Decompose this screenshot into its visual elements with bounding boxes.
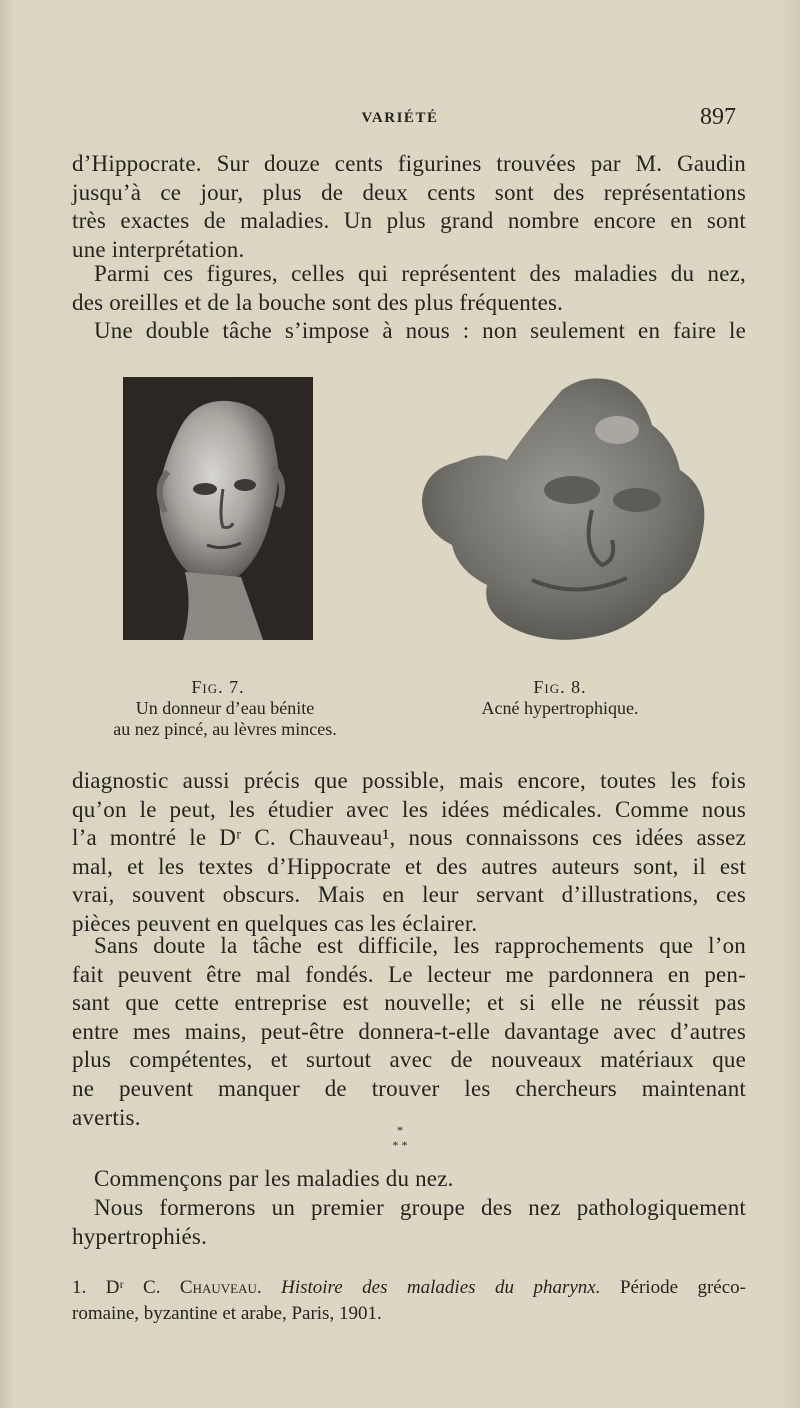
- footnote-author: Dʳ C. Chauveau.: [105, 1277, 262, 1298]
- caption-line: au nez pincé, au lèvres minces.: [113, 719, 337, 739]
- text-line: sant que cette entreprise est nouvelle; et si elle ne réussit pas: [72, 990, 746, 1016]
- section-separator-bottom: * *: [392, 1138, 408, 1152]
- text-line: ne peuvent manquer de trouver les chercheurs maintenant: [72, 1075, 746, 1101]
- figure-7-caption: [123, 677, 313, 698]
- paragraph-6: [72, 1165, 746, 1194]
- caption-line: Un donneur d’eau bénite: [135, 698, 315, 718]
- figure-7-label: Fig. 7.: [191, 677, 245, 697]
- text-line: mal, et les textes d’Hippocrate et des autres auteurs sont, il est: [72, 853, 746, 879]
- footnote-line-2: romaine, byzantine et arabe, Paris, 1901.: [72, 1303, 382, 1324]
- section-separator-top: *: [397, 1123, 403, 1137]
- page-number: 897: [700, 104, 736, 130]
- text-line: plus compétentes, et surtout avec de nouveaux matériaux que: [72, 1047, 746, 1073]
- text-line: vrai, souvent obscurs. Mais en leur servant d’illustrations, ces: [72, 882, 746, 908]
- paragraph-1: [72, 150, 746, 264]
- text-line: Parmi ces figures, celles qui représentent des maladies du nez,: [94, 261, 746, 286]
- footnote: [72, 1275, 746, 1327]
- paragraph-3: [72, 317, 746, 346]
- figure-7-photo: [123, 377, 313, 640]
- paragraph-2: [72, 260, 746, 317]
- figure-8-caption: [410, 677, 710, 719]
- text-line: Sans doute la tâche est difficile, les rapprochements que l’on: [94, 933, 746, 958]
- text-line: l’a montré le Dʳ C. Chauveau¹, nous connaissons ces idées assez: [72, 825, 746, 851]
- text-line: d’Hippocrate. Sur douze cents figurines trouvées par M. Gaudin: [72, 151, 746, 176]
- text-line: avertis.: [72, 1104, 141, 1130]
- text-line: jusqu’à ce jour, plus de deux cents sont des représentations: [72, 179, 746, 205]
- text-line: des oreilles et de la bouche sont des plus fréquentes.: [72, 289, 564, 315]
- text-line: fait peuvent être mal fondés. Le lecteur me pardonnera en pen-: [72, 961, 746, 987]
- text-line: entre mes mains, peut-être donnera-t-elle davantage avec d’autres: [72, 1018, 746, 1044]
- text-line: pièces peuvent en quelques cas les éclairer.: [72, 910, 478, 936]
- caption-line: Acné hypertrophique.: [481, 698, 639, 718]
- figure-8-label: Fig. 8.: [533, 677, 587, 697]
- footnote-title: Histoire des maladies du pharynx.: [281, 1277, 601, 1298]
- text-line: Une double tâche s’impose à nous : non seulement en faire le: [94, 318, 746, 343]
- footnote-line-1: [72, 1275, 746, 1301]
- text-line: Nous formerons un premier groupe des nez pathologiquement: [94, 1195, 746, 1220]
- footnote-rest: Période gréco-: [619, 1277, 746, 1298]
- text-line: Commençons par les maladies du nez.: [94, 1166, 454, 1191]
- text-line: hypertrophiés.: [72, 1223, 208, 1249]
- text-line: diagnostic aussi précis que possible, mais encore, toutes les fois: [72, 768, 746, 793]
- paragraph-7: [72, 1194, 746, 1251]
- paragraph-5: [72, 932, 746, 1132]
- text-line: qu’on le peut, les étudier avec les idées médicales. Comme nous: [72, 796, 746, 822]
- text-line: une interprétation.: [72, 236, 245, 262]
- footnote-number: 1.: [72, 1277, 87, 1298]
- paragraph-4: [72, 767, 746, 939]
- text-line: très exactes de maladies. Un plus grand nombre encore en sont: [72, 208, 746, 234]
- figure-8-photo: [412, 370, 712, 650]
- running-title: VARIÉTÉ: [361, 110, 439, 126]
- figure-7-caption-text: [60, 698, 390, 740]
